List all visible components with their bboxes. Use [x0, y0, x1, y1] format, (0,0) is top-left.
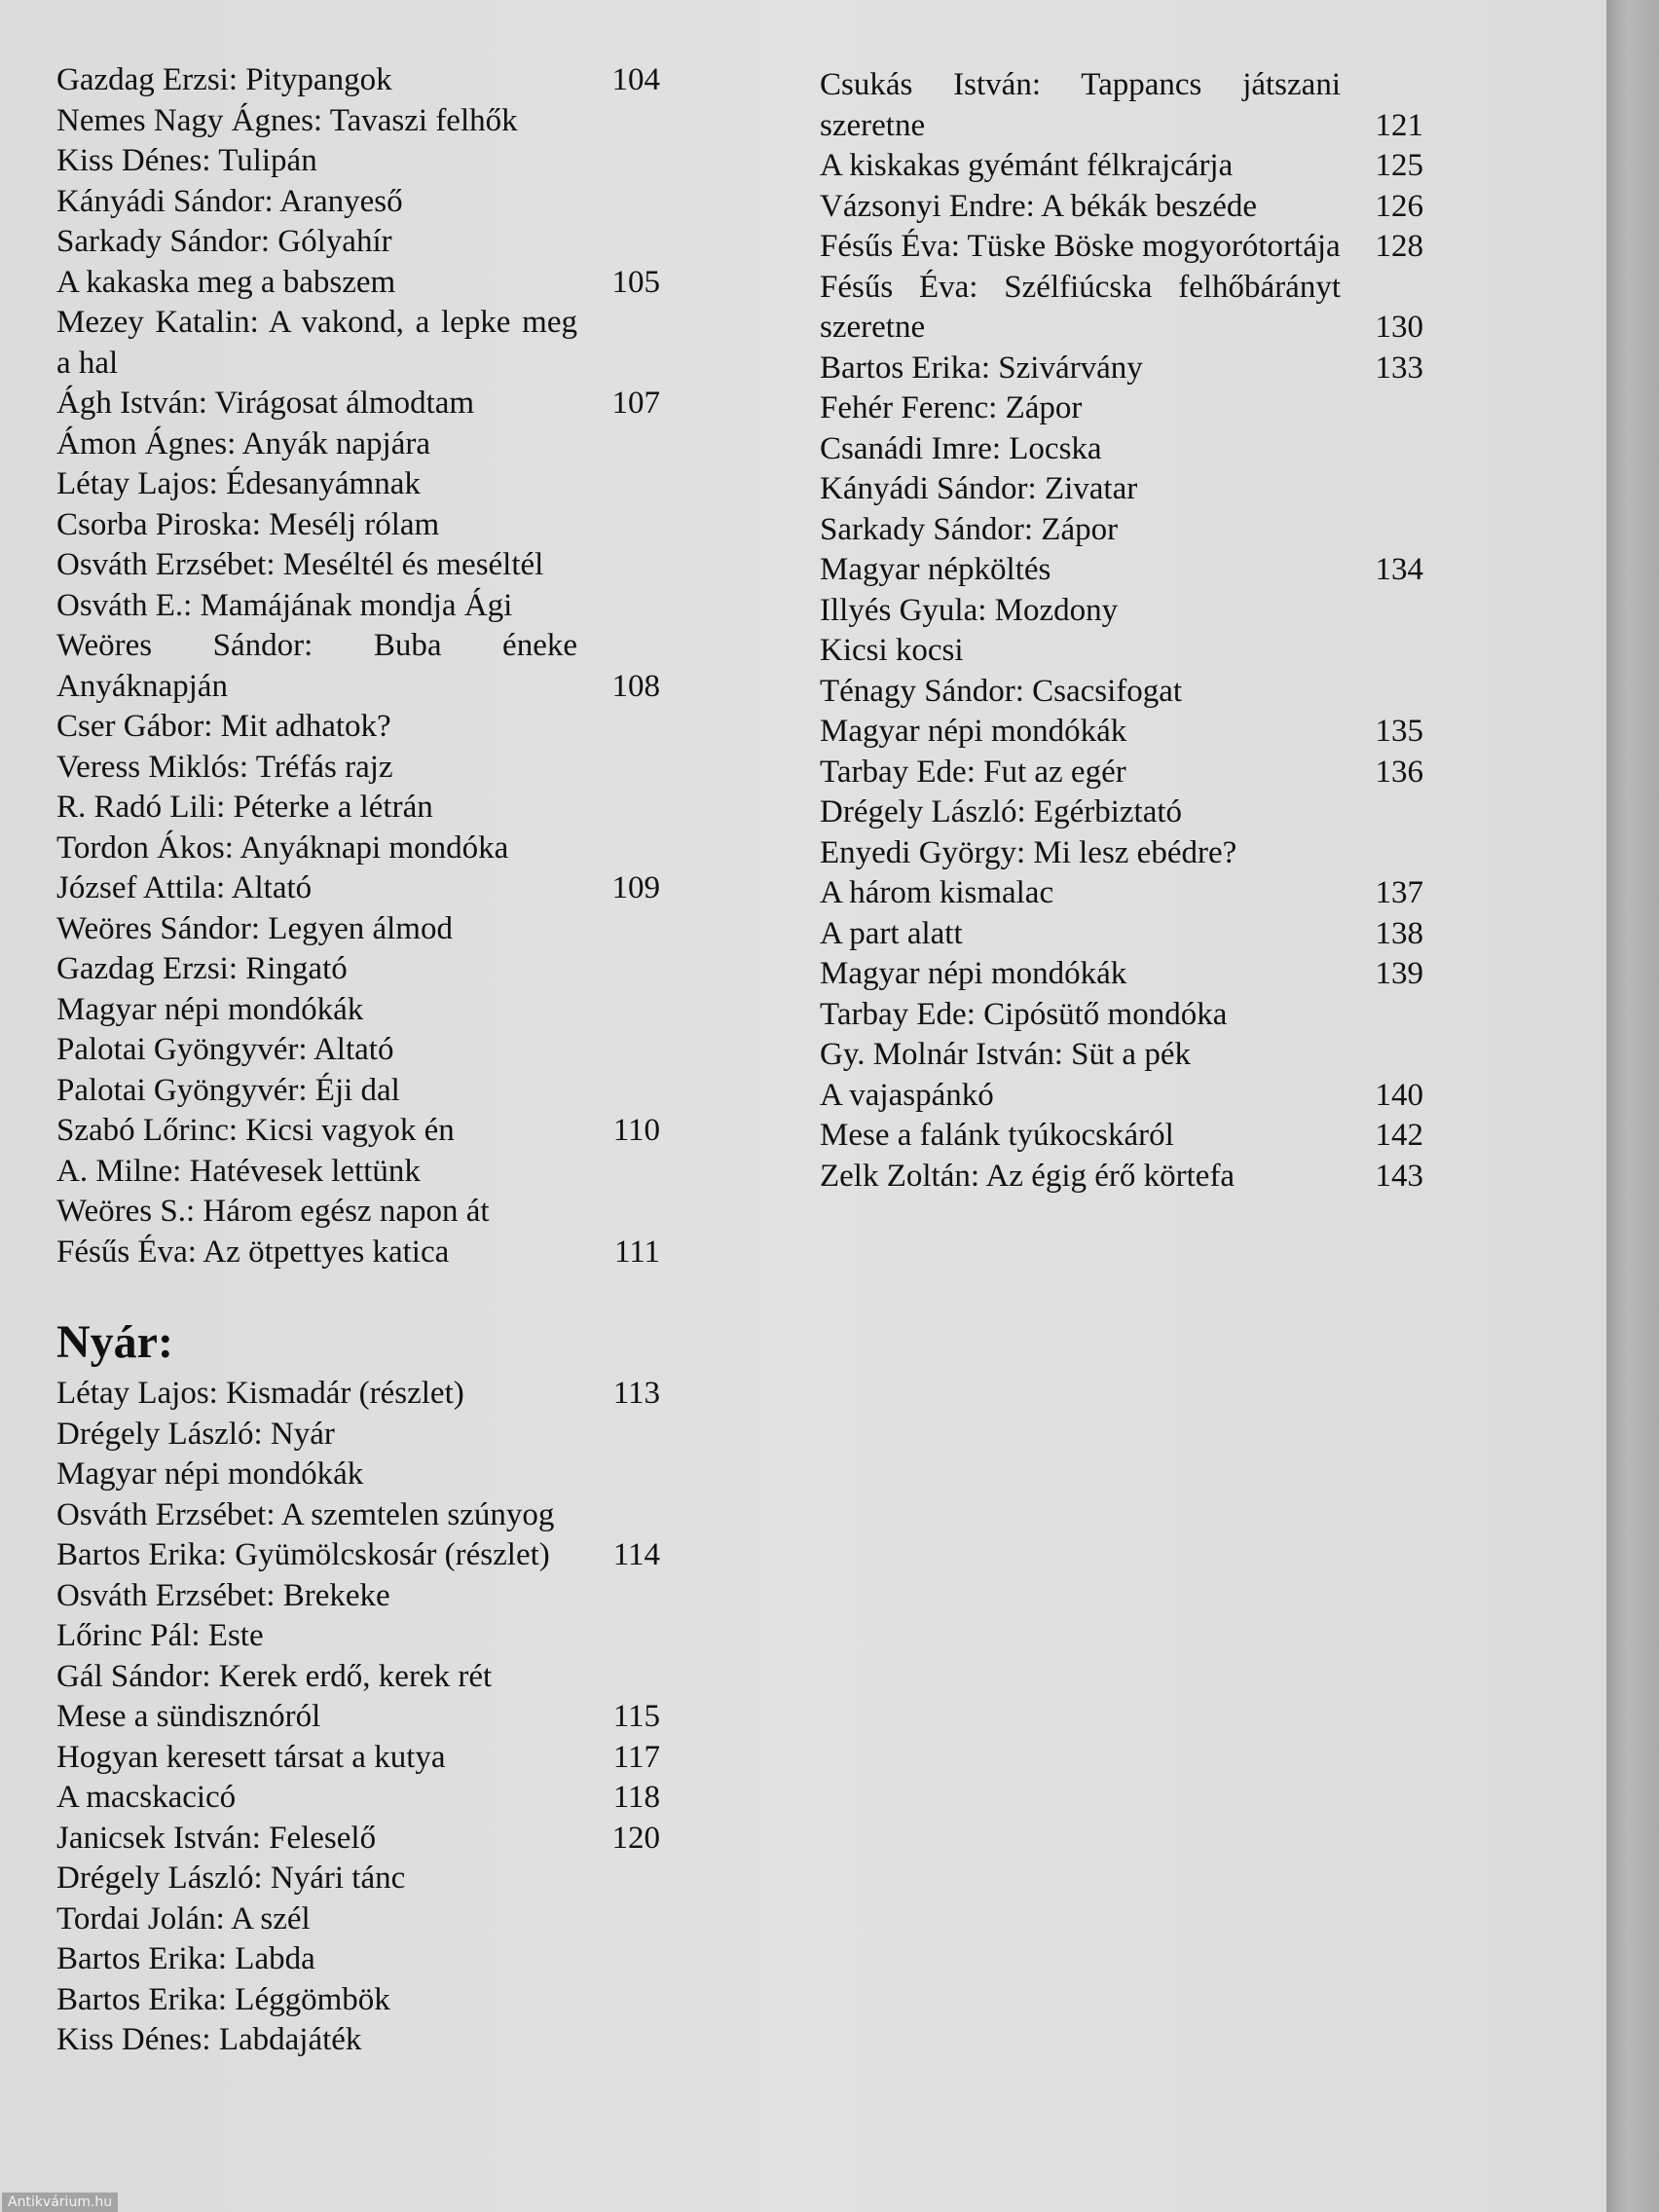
- toc-entry: [820, 954, 1423, 995]
- toc-entry-title: Tordon Ákos: Anyáknapi mondóka: [56, 830, 509, 866]
- toc-entry: [56, 1415, 660, 1456]
- toc-entry-title: Osváth E.: Mamájának mondja Ági: [56, 587, 513, 623]
- toc-entry: [56, 1192, 660, 1233]
- toc-entry: [56, 1697, 660, 1738]
- toc-entry-title: Fésűs Éva: Szélfiúcska felhőbárányt szeretne: [820, 269, 1341, 345]
- toc-entry: [56, 1980, 660, 2021]
- toc-entry-page-number: 126: [1375, 188, 1423, 224]
- toc-entry: [56, 1778, 660, 1819]
- toc-entry-title: Kiss Dénes: Tulipán: [56, 143, 317, 178]
- toc-entry-page-number: 105: [611, 264, 660, 300]
- toc-entry: [56, 464, 660, 505]
- toc-entry-title: Kiss Dénes: Labdajáték: [56, 2022, 362, 2057]
- toc-entry-title: Mezey Katalin: A vakond, a lepke meg a hal: [56, 305, 577, 381]
- toc-entry-title: Weöres S.: Három egész napon át: [56, 1194, 490, 1229]
- toc-entry-page-number: 117: [612, 1739, 660, 1775]
- toc-entry-title: Tordai Jolán: A szél: [56, 1900, 311, 1936]
- toc-entry: [820, 510, 1423, 551]
- toc-entry-title: Fehér Ferenc: Zápor: [820, 390, 1083, 425]
- toc-entry-page-number: 110: [612, 1113, 660, 1148]
- toc-entry-title: Fésűs Éva: Az ötpettyes katica: [56, 1234, 450, 1270]
- toc-entry: [820, 591, 1423, 632]
- toc-entry-title: Drégely László: Nyári tánc: [56, 1861, 406, 1896]
- toc-entry: [56, 1233, 660, 1273]
- toc-entry-title: Osváth Erzsébet: Brekeke: [56, 1577, 390, 1613]
- toc-entry: [56, 909, 660, 950]
- toc-entry-page-number: 118: [612, 1780, 660, 1815]
- toc-entry-title: Gazdag Erzsi: Ringató: [56, 951, 348, 986]
- toc-entry: [56, 1657, 660, 1698]
- section-heading-nyar: Nyár:: [56, 1316, 173, 1368]
- toc-entry-title: Janicsek István: Feleselő: [56, 1820, 377, 1856]
- toc-entry: [56, 1738, 660, 1779]
- toc-entry-title: Magyar népi mondókák: [56, 1456, 364, 1492]
- toc-entry: [820, 1076, 1423, 1117]
- toc-entry: [56, 1819, 660, 1860]
- toc-entry-title: Magyar népi mondókák: [820, 714, 1127, 749]
- toc-entry: [820, 1116, 1423, 1157]
- toc-entry-title: Magyar népi mondókák: [56, 991, 364, 1027]
- toc-entry: [820, 550, 1423, 591]
- toc-entry: [56, 990, 660, 1031]
- toc-entry: [56, 182, 660, 223]
- toc-entry: [820, 995, 1423, 1036]
- toc-entry-title: Mese a sündisznóról: [56, 1699, 321, 1734]
- toc-entry-page-number: 109: [611, 870, 660, 905]
- toc-left-column: [56, 60, 660, 2061]
- toc-entry-title: Tarbay Ede: Cipósütő mondóka: [820, 996, 1228, 1032]
- toc-entry-title: Illyés Gyula: Mozdony: [820, 592, 1119, 628]
- toc-entry: [56, 424, 660, 465]
- toc-entry-page-number: 130: [1375, 310, 1423, 345]
- toc-entry-title: A macskacicó: [56, 1780, 237, 1815]
- toc-entry: [820, 873, 1423, 914]
- toc-entry: [56, 829, 660, 869]
- toc-entry: [820, 712, 1423, 753]
- toc-entry-title: Nemes Nagy Ágnes: Tavaszi felhők: [56, 102, 518, 138]
- toc-entry-page-number: 108: [611, 668, 660, 704]
- toc-entry-title: Osváth Erzsébet: Meséltél és meséltél: [56, 547, 544, 582]
- toc-entry: [820, 1157, 1423, 1198]
- toc-entry: [56, 788, 660, 829]
- toc-entry: [56, 141, 660, 182]
- toc-entry: [56, 868, 660, 909]
- toc-entry: [56, 1152, 660, 1193]
- toc-entry-page-number: 133: [1375, 350, 1423, 386]
- toc-entry-title: A három kismalac: [820, 875, 1054, 910]
- toc-entry: [56, 1495, 660, 1536]
- toc-entry-page-number: 114: [612, 1537, 660, 1572]
- toc-entry-page-number: 120: [611, 1820, 660, 1856]
- toc-entry-title: Veress Miklós: Tréfás rajz: [56, 749, 393, 785]
- toc-entry-title: Weöres Sándor: Buba éneke Anyáknapján: [56, 628, 577, 704]
- toc-entry: [56, 1030, 660, 1071]
- toc-entry-title: Zelk Zoltán: Az égig érő körtefa: [820, 1158, 1235, 1194]
- toc-entry-title: Sarkady Sándor: Zápor: [820, 511, 1119, 547]
- toc-entry: [820, 914, 1423, 955]
- toc-entry-title: A part alatt: [820, 915, 963, 951]
- toc-entry-title: Bartos Erika: Léggömbök: [56, 1981, 390, 2017]
- toc-entry-title: Bartos Erika: Labda: [56, 1941, 315, 1976]
- toc-entry: [56, 949, 660, 990]
- toc-entry-title: Magyar népköltés: [820, 552, 1051, 587]
- toc-entry-title: Kányádi Sándor: Aranyeső: [56, 183, 403, 219]
- toc-entry: [56, 505, 660, 546]
- toc-entry-page-number: 121: [1375, 107, 1423, 143]
- toc-entry-title: Vázsonyi Endre: A békák beszéde: [820, 188, 1258, 224]
- toc-entry-page-number: 139: [1375, 956, 1423, 991]
- toc-entry: [56, 1616, 660, 1657]
- toc-entry-title: Fésűs Éva: Tüske Böske mogyorótortája: [820, 229, 1341, 264]
- toc-entry-title: Ténagy Sándor: Csacsifogat: [820, 673, 1183, 709]
- toc-entry: [56, 1899, 660, 1940]
- toc-entry-title: Cser Gábor: Mit adhatok?: [56, 709, 391, 744]
- toc-entry: [56, 1939, 660, 1980]
- toc-entry: [820, 187, 1423, 228]
- toc-entry: [820, 793, 1423, 833]
- toc-entry-page-number: 107: [611, 386, 660, 421]
- toc-entry: [820, 753, 1423, 793]
- toc-entry-page-number: 137: [1375, 875, 1423, 910]
- toc-entry: [820, 631, 1423, 672]
- toc-entry-title: Bartos Erika: Gyümölcskosár (részlet): [56, 1537, 550, 1572]
- toc-entry-page-number: 136: [1375, 754, 1423, 790]
- toc-entry-page-number: 143: [1375, 1158, 1423, 1194]
- toc-entry: [56, 1111, 660, 1152]
- toc-entry: [56, 545, 660, 586]
- toc-entry-title: Bartos Erika: Szivárvány: [820, 350, 1143, 386]
- toc-entry: [56, 1535, 660, 1576]
- toc-entry: [56, 222, 660, 263]
- toc-entry-title: Csorba Piroska: Mesélj rólam: [56, 506, 440, 542]
- toc-entry-page-number: 142: [1375, 1118, 1423, 1153]
- toc-entry-title: Magyar népi mondókák: [820, 956, 1127, 991]
- toc-entry: [56, 626, 660, 707]
- toc-entry: [56, 384, 660, 424]
- toc-entry: [56, 60, 660, 101]
- toc-entry: [820, 1035, 1423, 1076]
- toc-entry-title: Ámon Ágnes: Anyák napjára: [56, 425, 430, 461]
- toc-entry: [56, 101, 660, 142]
- watermark: Antikvárium.hu: [2, 2193, 118, 2212]
- toc-entry-title: Csukás István: Tappancs játszani szeretne: [820, 67, 1341, 143]
- toc-entry-page-number: 135: [1375, 714, 1423, 749]
- toc-entry: [56, 707, 660, 748]
- toc-entry-title: Létay Lajos: Kismadár (részlet): [56, 1376, 464, 1411]
- toc-entry: [56, 1859, 660, 1899]
- toc-entry: [56, 1071, 660, 1112]
- toc-entry: [56, 1374, 660, 1415]
- toc-entry: [56, 586, 660, 627]
- toc-entry: [56, 2020, 660, 2061]
- toc-entry-title: Mese a falánk tyúkocskáról: [820, 1118, 1174, 1153]
- toc-entry: [820, 268, 1423, 349]
- toc-entry-title: Enyedi György: Mi lesz ebédre?: [820, 834, 1237, 870]
- toc-entry-title: A kakaska meg a babszem: [56, 264, 396, 300]
- toc-entry-title: Drégely László: Nyár: [56, 1416, 335, 1452]
- toc-entry-page-number: 104: [611, 62, 660, 97]
- toc-entry-title: Kicsi kocsi: [820, 633, 964, 668]
- toc-entry-title: Palotai Gyöngyvér: Altató: [56, 1032, 394, 1067]
- toc-entry: [56, 1455, 660, 1495]
- toc-entry-title: József Attila: Altató: [56, 870, 313, 905]
- toc-entry-title: Palotai Gyöngyvér: Éji dal: [56, 1072, 400, 1108]
- toc-entry-title: Hogyan keresett társat a kutya: [56, 1739, 446, 1775]
- toc-entry: [820, 146, 1423, 187]
- toc-entry-page-number: 128: [1375, 229, 1423, 264]
- toc-entry-page-number: 115: [612, 1699, 660, 1734]
- toc-entry: [820, 227, 1423, 268]
- toc-entry: [820, 388, 1423, 429]
- toc-entry: [56, 263, 660, 304]
- toc-entry-title: Csanádi Imre: Locska: [820, 430, 1102, 466]
- toc-entry-title: Ágh István: Virágosat álmodtam: [56, 386, 475, 421]
- toc-entry: [56, 303, 660, 384]
- toc-entry-title: Gy. Molnár István: Süt a pék: [820, 1037, 1191, 1072]
- toc-entry: [820, 65, 1423, 146]
- toc-list-summer: [56, 1374, 660, 2061]
- toc-entry-title: Létay Lajos: Édesanyámnak: [56, 466, 421, 501]
- toc-entry-title: Drégely László: Egérbiztató: [820, 794, 1183, 830]
- toc-right-column: [820, 65, 1423, 1197]
- page-edge: [1606, 0, 1659, 2212]
- toc-entry-title: Kányádi Sándor: Zivatar: [820, 471, 1138, 506]
- toc-entry-title: Osváth Erzsébet: A szemtelen szúnyog: [56, 1496, 555, 1532]
- toc-entry-title: A kiskakas gyémánt félkrajcárja: [820, 148, 1234, 183]
- toc-entry-page-number: 138: [1375, 915, 1423, 951]
- toc-list-spring: [56, 60, 660, 1272]
- toc-entry: [56, 748, 660, 789]
- toc-entry-page-number: 111: [613, 1234, 660, 1270]
- toc-list-summer-continued: [820, 65, 1423, 1197]
- toc-entry-title: Weöres Sándor: Legyen álmod: [56, 910, 453, 946]
- toc-entry-page-number: 140: [1375, 1077, 1423, 1113]
- toc-entry: [820, 349, 1423, 389]
- toc-entry-page-number: 113: [612, 1376, 660, 1411]
- toc-entry-page-number: 125: [1375, 148, 1423, 183]
- toc-entry-title: A. Milne: Hatévesek lettünk: [56, 1153, 421, 1189]
- toc-entry-title: R. Radó Lili: Péterke a létrán: [56, 790, 433, 825]
- toc-entry: [820, 429, 1423, 470]
- toc-entry-title: Gál Sándor: Kerek erdő, kerek rét: [56, 1658, 493, 1694]
- toc-entry-title: Szabó Lőrinc: Kicsi vagyok én: [56, 1113, 455, 1148]
- toc-entry-title: A vajaspánkó: [820, 1077, 994, 1113]
- toc-entry-title: Gazdag Erzsi: Pitypangok: [56, 62, 392, 97]
- toc-entry-page-number: 134: [1375, 552, 1423, 587]
- toc-entry-title: Lőrinc Pál: Este: [56, 1618, 264, 1653]
- toc-entry-title: Sarkady Sándor: Gólyahír: [56, 224, 392, 259]
- toc-entry: [820, 469, 1423, 510]
- toc-entry: [820, 833, 1423, 874]
- toc-entry: [820, 672, 1423, 713]
- toc-entry: [56, 1576, 660, 1617]
- toc-entry-title: Tarbay Ede: Fut az egér: [820, 754, 1126, 790]
